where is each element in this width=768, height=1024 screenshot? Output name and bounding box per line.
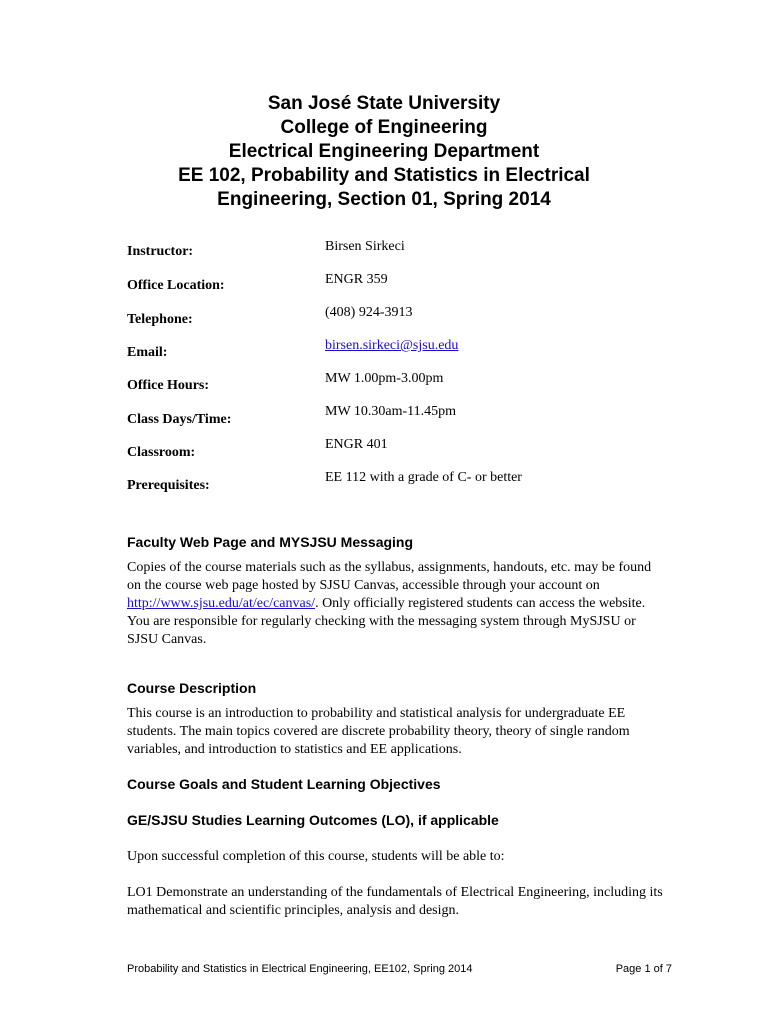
prerequisites-value: EE 112 with a grade of C- or better [325,470,522,485]
faculty-web-text-2: . Only officially registered students can access the website. You are responsible for regularly checking with the messaging system through MySJSU or SJSU Canvas. [127,596,646,647]
lo1-text: LO1 Demonstrate an understanding of the fundamentals of Electrical Engineering, including its mathematical and scientific principles, analysis and design. [127,885,663,918]
classroom-value: ENGR 401 [325,437,388,452]
email-link[interactable]: birsen.sirkeci@sjsu.edu [325,338,459,353]
info-row-class-days [0,403,768,425]
instructor-label: Instructor: [127,244,194,259]
course-title-line2: Engineering, Section 01, Spring 2014 [217,189,551,210]
class-days-value: MW 10.30am-11.45pm [325,404,457,419]
page-number: Page 1 of 7 [615,963,672,975]
office-hours-label: Office Hours: [127,378,210,393]
college-name: College of Engineering [280,117,488,138]
course-description-heading: Course Description [127,680,257,696]
email-label: Email: [127,345,168,360]
telephone-label: Telephone: [127,312,193,327]
faculty-web-text-1: Copies of the course materials such as the syllabus, assignments, handouts, etc. may be found on the course web page hosted by SJSU Canvas, accessible through your account on [127,560,652,593]
faculty-web-heading: Faculty Web Page and MYSJSU Messaging [127,534,414,550]
prerequisites-label: Prerequisites: [127,478,210,493]
faculty-web-paragraph [127,559,667,649]
university-name: San José State University [267,93,501,114]
office-hours-value: MW 1.00pm-3.00pm [325,371,444,386]
info-row-email [0,337,768,359]
class-days-label: Class Days/Time: [127,412,232,427]
office-location-value: ENGR 359 [325,272,388,287]
info-row-telephone [0,304,768,326]
office-location-label: Office Location: [127,278,225,293]
instructor-value: Birsen Sirkeci [325,239,405,254]
info-row-classroom [0,436,768,458]
course-title-line1: EE 102, Probability and Statistics in Electrical [178,165,590,186]
ge-outcomes-heading: GE/SJSU Studies Learning Outcomes (LO), if applicable [127,812,499,828]
info-row-office-hours [0,370,768,392]
department-name: Electrical Engineering Department [228,141,540,162]
telephone-value: (408) 924-3913 [325,305,413,320]
info-row-office-location [0,271,768,293]
info-row-instructor [0,238,768,260]
footer-course-title: Probability and Statistics in Electrical Engineering, EE102, Spring 2014 [127,963,473,975]
course-description-text: This course is an introduction to probability and statistical analysis for undergraduate EE students. The main topics covered are discrete probability theory, theory of single random variables, and introduction to statistics and EE applications. [127,706,630,757]
ge-outcomes-intro: Upon successful completion of this course, students will be able to: [127,849,505,864]
syllabus-title [0,92,768,212]
course-goals-heading: Course Goals and Student Learning Objectives [127,776,441,792]
info-row-prerequisites [0,469,768,491]
canvas-link[interactable]: http://www.sjsu.edu/at/ec/canvas/ [127,596,316,611]
classroom-label: Classroom: [127,445,196,460]
